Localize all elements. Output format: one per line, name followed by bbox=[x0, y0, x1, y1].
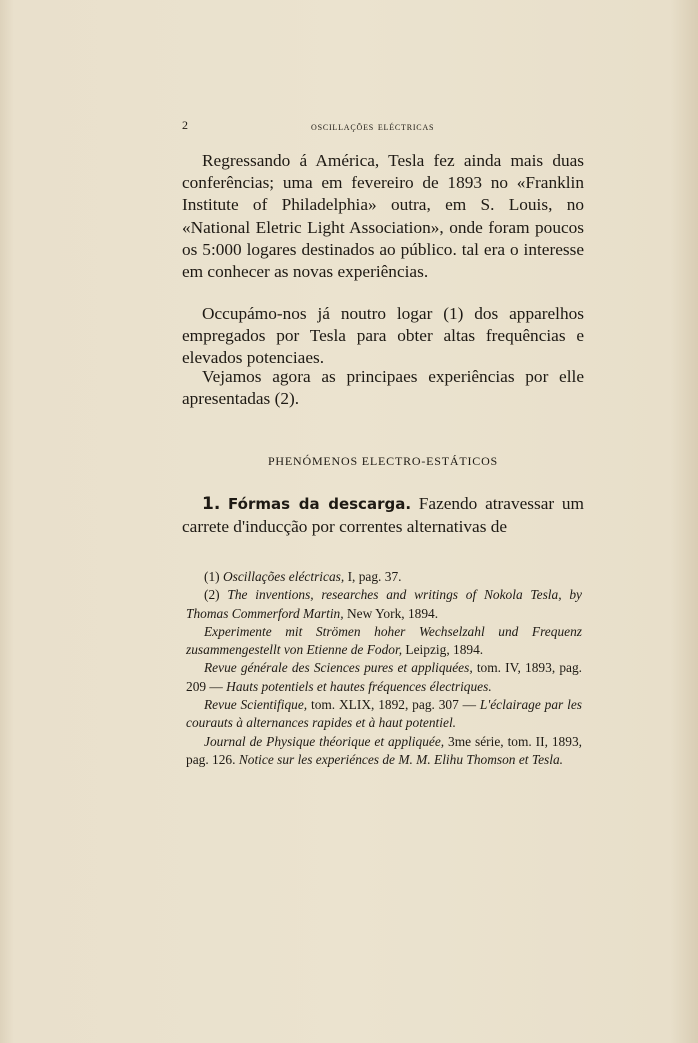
subsection-1 bbox=[182, 493, 584, 538]
footnote-detail: New York, 1894. bbox=[343, 605, 439, 621]
footnotes bbox=[186, 568, 582, 769]
footnote-detail: Leipzig, 1894. bbox=[402, 642, 484, 658]
footnote-title: Journal de Physique théorique et appliquée, bbox=[204, 733, 445, 749]
running-title: oscillações eléctricas bbox=[311, 119, 435, 133]
footnote-article: Hauts potentiels et hautes fréquences électriques. bbox=[226, 678, 492, 694]
footnote-detail: tom. XLIX, 1892, pag. 307 — bbox=[307, 697, 480, 713]
page-header bbox=[182, 118, 582, 134]
paragraph-text: Occupámo-nos já noutro logar (1) dos apparelhos empregados por Tesla para obter altas frequências e elevados potenciaes. bbox=[182, 304, 584, 368]
footnote-marker: (2) bbox=[204, 587, 220, 603]
paragraph-text: Vejamos agora as principaes experiências por elle apresentadas (2). bbox=[182, 367, 584, 409]
footnote-title: Revue Scientifique, bbox=[204, 697, 308, 713]
footnote-3 bbox=[186, 623, 582, 660]
footnote-detail: tom. IV, 1893, pag. 209 — bbox=[186, 660, 582, 694]
footnote-5 bbox=[186, 696, 582, 733]
section-heading: PHENÓMENOS ELECTRO-ESTÁTICOS bbox=[267, 454, 499, 468]
footnote-marker: (1) bbox=[204, 569, 220, 584]
footnote-2 bbox=[186, 586, 582, 623]
footnote-title: The inventions, researches and writings of Nokola Tesla, by Thomas Commerford Martin, bbox=[186, 587, 582, 621]
paragraph-2 bbox=[182, 303, 584, 370]
page-number: 2 bbox=[182, 118, 189, 132]
subsection-number: 1. bbox=[202, 494, 221, 514]
paragraph-1 bbox=[182, 150, 584, 283]
footnote-1 bbox=[186, 568, 582, 586]
footnote-article: L'éclairage par les courauts à alternances rapides et à haut potentiel. bbox=[186, 697, 582, 731]
footnote-title: Experimente mit Strömen hoher Wechselzahl und Frequenz zusammengestellt von Etienne de Fodor, bbox=[186, 623, 582, 658]
footnote-article: Notice sur les experiénces de M. M. Elihu Thomson et Tesla. bbox=[238, 751, 563, 767]
footnote-title: Revue générale des Sciences pures et appliquées, bbox=[204, 660, 473, 676]
footnote-4 bbox=[186, 659, 582, 696]
footnote-6 bbox=[186, 733, 582, 770]
footnote-detail: 3me série, tom. II, 1893, pag. 126. bbox=[186, 733, 582, 767]
paragraph-text: Regressando á América, Tesla fez ainda mais duas conferências; uma em fevereiro de 1893 no «Franklin Institute of Philadelphia» outra, em S. Louis, no «National Eletric Light Association», onde foram poucos os 5:000 logares destinados ao público. tal era o interesse em conhecer as novas experiências. bbox=[182, 151, 584, 282]
subsection-title: Fórmas da descarga. bbox=[228, 495, 412, 513]
footnote-title: Oscillações eléctricas, bbox=[222, 569, 345, 584]
footnote-detail: I, pag. 37. bbox=[344, 569, 402, 584]
paragraph-3 bbox=[182, 366, 584, 410]
subsection-text: Fazendo atravessar um carrete d'inducção por correntes alternativas de bbox=[182, 494, 584, 536]
